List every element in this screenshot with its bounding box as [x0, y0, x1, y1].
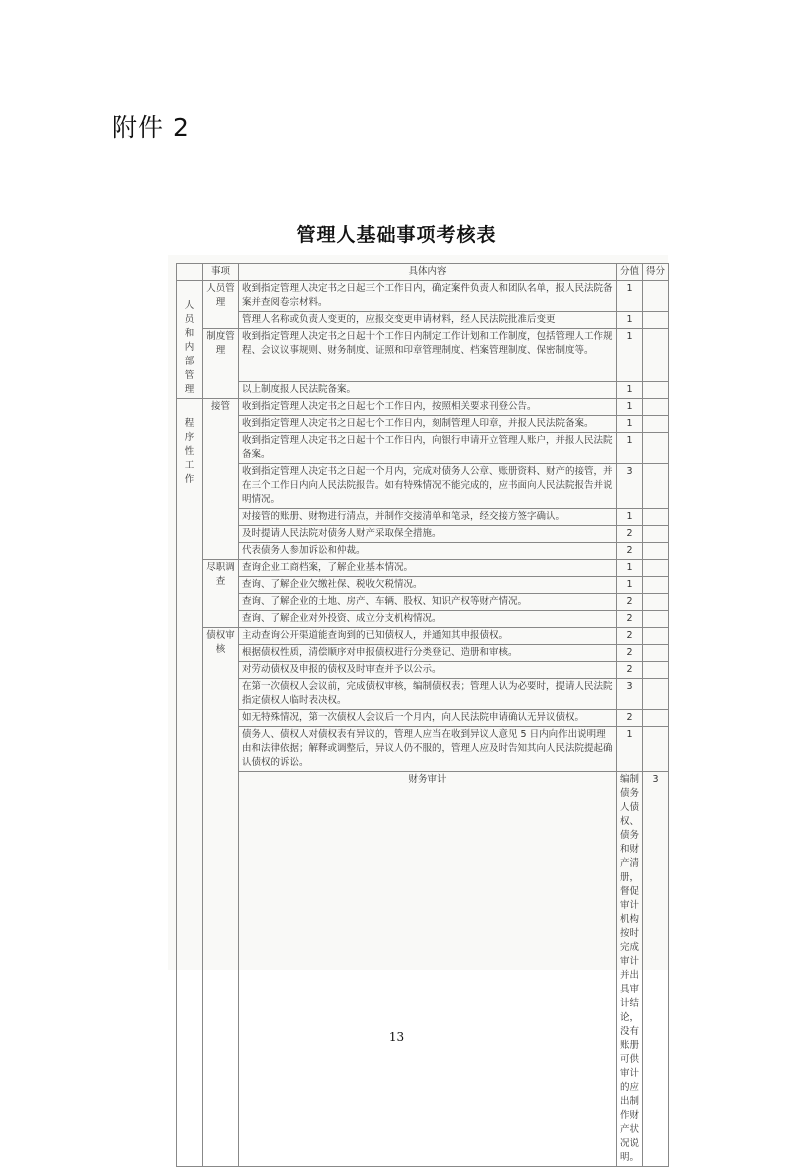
header-content: 具体内容	[239, 264, 617, 281]
points-cell: 2	[617, 526, 643, 543]
score-cell	[643, 433, 669, 464]
category-label: 程 序 性 工 作	[184, 418, 195, 485]
item-cell: 尽职调查	[203, 560, 239, 628]
table-row	[177, 772, 669, 1167]
table-row	[177, 281, 669, 312]
points-cell: 2	[617, 662, 643, 679]
content-cell: 收到指定管理人决定书之日起十个工作日内制定工作计划和工作制度，包括管理人工作规程、会议议事规则、财务制度、证照和印章管理制度、档案管理制度、保密制度等。	[239, 329, 617, 382]
table-row	[177, 329, 669, 382]
table-row	[177, 560, 669, 577]
score-cell	[643, 645, 669, 662]
points-cell: 2	[617, 594, 643, 611]
score-cell	[643, 464, 669, 509]
content-cell: 收到指定管理人决定书之日起十个工作日内，向银行申请开立管理人账户，并报人民法院备案。	[239, 433, 617, 464]
content-cell: 债务人、债权人对债权表有异议的，管理人应当在收到异议人意见 5 日内向作出说明理由和法律依据；解释或调整后，异议人仍不服的，管理人应及时告知其向人民法院提起确认债权的诉讼。	[239, 727, 617, 772]
attachment-label: 附件 2	[112, 113, 190, 142]
score-cell	[643, 543, 669, 560]
header-points: 分值	[617, 264, 643, 281]
table-row	[177, 416, 669, 433]
points-cell: 1	[617, 560, 643, 577]
table-row	[177, 662, 669, 679]
score-cell	[643, 594, 669, 611]
content-cell: 对劳动债权及申报的债权及时审查并予以公示。	[239, 662, 617, 679]
table-row	[177, 312, 669, 329]
table-row	[177, 611, 669, 628]
table-row	[177, 679, 669, 710]
table-row	[177, 628, 669, 645]
table-row	[177, 543, 669, 560]
content-cell: 在第一次债权人会议前，完成债权审核，编制债权表；管理人认为必要时，提请人民法院指定债权人临时表决权。	[239, 679, 617, 710]
content-cell: 根据债权性质，清偿顺序对申报债权进行分类登记、造册和审核。	[239, 645, 617, 662]
content-cell: 管理人名称或负责人变更的，应报交变更申请材料，经人民法院批准后变更	[239, 312, 617, 329]
points-cell: 2	[617, 628, 643, 645]
content-cell: 代表债务人参加诉讼和仲裁。	[239, 543, 617, 560]
points-cell: 1	[617, 382, 643, 399]
points-cell: 1	[617, 433, 643, 464]
table-row	[177, 577, 669, 594]
content-cell: 收到指定管理人决定书之日起一个月内，完成对债务人公章、账册资料、财产的接管，并在三个工作日内向人民法院报告。如有特殊情况不能完成的，应书面向人民法院报告并说明情况。	[239, 464, 617, 509]
content-cell: 编制债务人债权、债务和财产清册，督促审计机构按时完成审计并出具审计结论，没有账册可供审计的应出制作财产状况说明。	[617, 772, 643, 1167]
points-cell: 2	[617, 611, 643, 628]
table-row	[177, 727, 669, 772]
score-cell	[643, 679, 669, 710]
item-cell: 人员管理	[203, 281, 239, 329]
points-cell: 3	[617, 679, 643, 710]
score-cell	[643, 710, 669, 727]
score-cell	[643, 628, 669, 645]
table-row	[177, 433, 669, 464]
points-cell: 1	[617, 577, 643, 594]
table-title: 管理人基础事项考核表	[296, 224, 497, 246]
score-cell	[643, 611, 669, 628]
points-cell: 1	[617, 727, 643, 772]
score-cell	[643, 560, 669, 577]
points-cell: 2	[617, 710, 643, 727]
item-cell: 财务审计	[239, 772, 617, 1167]
points-cell: 1	[617, 312, 643, 329]
points-cell: 1	[617, 329, 643, 382]
table-row	[177, 399, 669, 416]
category-label: 人 员 和 内 部 管 理	[184, 300, 195, 395]
table-row	[177, 526, 669, 543]
content-cell: 对接管的账册、财物进行清点，并制作交接清单和笔录，经交接方签字确认。	[239, 509, 617, 526]
table-row	[177, 710, 669, 727]
page-number: 13	[388, 1030, 405, 1044]
score-cell	[643, 416, 669, 433]
header-row	[177, 264, 669, 281]
points-cell: 2	[617, 543, 643, 560]
item-cell: 债权审核	[203, 628, 239, 1167]
points-cell: 3	[643, 772, 669, 1167]
content-cell: 查询、了解企业对外投资、成立分支机构情况。	[239, 611, 617, 628]
table-row	[177, 509, 669, 526]
points-cell: 3	[617, 464, 643, 509]
score-cell	[643, 399, 669, 416]
content-cell: 收到指定管理人决定书之日起三个工作日内，确定案件负责人和团队名单，报人民法院备案并查阅卷宗材料。	[239, 281, 617, 312]
content-cell: 收到指定管理人决定书之日起七个工作日内，按照相关要求刊登公告。	[239, 399, 617, 416]
score-cell	[643, 312, 669, 329]
header-score: 得分	[643, 264, 669, 281]
table-row	[177, 594, 669, 611]
points-cell: 1	[617, 509, 643, 526]
item-cell: 制度管理	[203, 329, 239, 399]
table-row	[177, 382, 669, 399]
score-cell	[643, 509, 669, 526]
points-cell: 1	[617, 399, 643, 416]
score-cell	[643, 382, 669, 399]
content-cell: 如无特殊情况，第一次债权人会议后一个月内，向人民法院申请确认无异议债权。	[239, 710, 617, 727]
score-cell	[643, 577, 669, 594]
category-cell	[177, 399, 203, 1167]
item-cell: 接管	[203, 399, 239, 560]
content-cell: 收到指定管理人决定书之日起七个工作日内，刻制管理人印章，并报人民法院备案。	[239, 416, 617, 433]
header-item: 事项	[203, 264, 239, 281]
header-category	[177, 264, 203, 281]
score-cell	[643, 662, 669, 679]
content-cell: 及时提请人民法院对债务人财产采取保全措施。	[239, 526, 617, 543]
score-cell	[643, 526, 669, 543]
score-cell	[643, 281, 669, 312]
content-cell: 查询、了解企业欠缴社保、税收欠税情况。	[239, 577, 617, 594]
points-cell: 1	[617, 281, 643, 312]
score-cell	[643, 329, 669, 382]
content-cell: 查询企业工商档案，了解企业基本情况。	[239, 560, 617, 577]
category-cell	[177, 281, 203, 399]
score-cell	[643, 727, 669, 772]
table-row	[177, 645, 669, 662]
content-cell: 以上制度报人民法院备案。	[239, 382, 617, 399]
content-cell: 主动查询公开渠道能查询到的已知债权人，并通知其申报债权。	[239, 628, 617, 645]
points-cell: 2	[617, 645, 643, 662]
table-row	[177, 464, 669, 509]
content-cell: 查询、了解企业的土地、房产、车辆、股权、知识产权等财产情况。	[239, 594, 617, 611]
points-cell: 1	[617, 416, 643, 433]
